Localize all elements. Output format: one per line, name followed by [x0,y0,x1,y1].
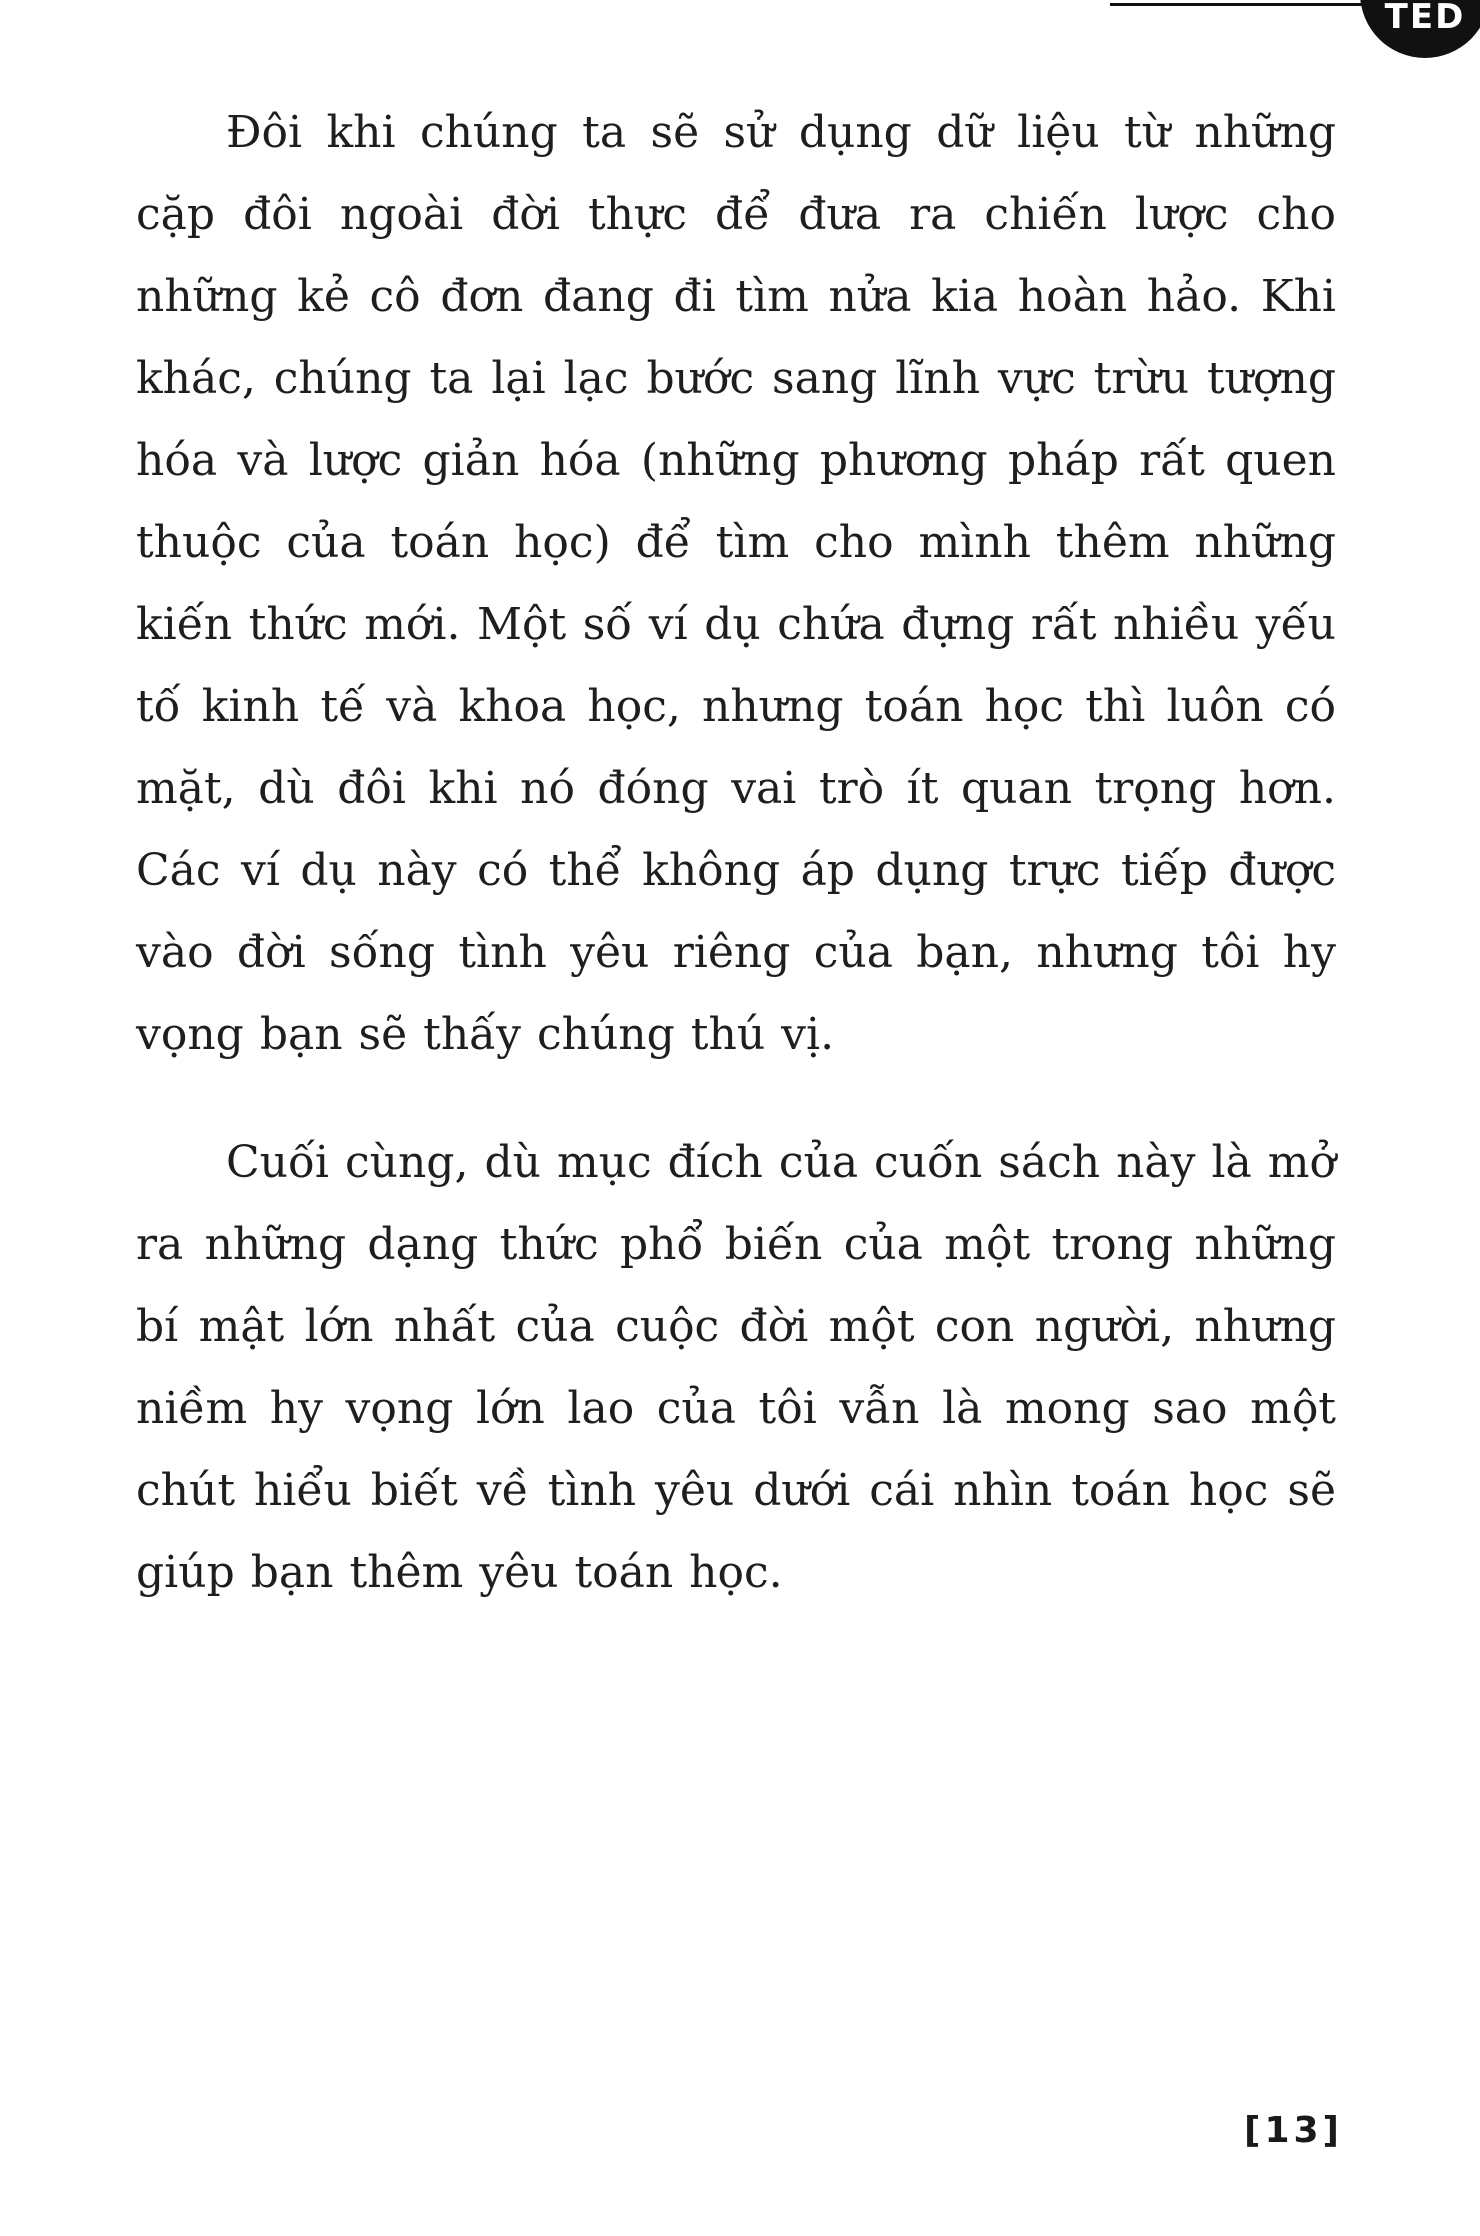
ted-logo-text: TED [1384,0,1466,37]
page-body [136,92,1336,1614]
paragraph-1: Đôi khi chúng ta sẽ sử dụng dữ liệu từ những cặp đôi ngoài đời thực để đưa ra chiến lược cho những kẻ cô đơn đang đi tìm nửa kia hoàn hảo. Khi khác, chúng ta lại lạc bước sang lĩnh vực trừu tượng hóa và lược giản hóa (những phương pháp rất quen thuộc của toán học) để tìm cho mình thêm những kiến thức mới. Một số ví dụ chứa đựng rất nhiều yếu tố kinh tế và khoa học, nhưng toán học thì luôn có mặt, dù đôi khi nó đóng vai trò ít quan trọng hơn. Các ví dụ này có thể không áp dụng trực tiếp được vào đời sống tình yêu riêng của bạn, nhưng tôi hy vọng bạn sẽ thấy chúng thú vị. [136,107,1336,1060]
ted-logo [1360,0,1480,58]
page-number: [13] [1244,2110,1344,2151]
paragraph-2: Cuối cùng, dù mục đích của cuốn sách này là mở ra những dạng thức phổ biến của một trong những bí mật lớn nhất của cuộc đời một con người, nhưng niềm hy vọng lớn lao của tôi vẫn là mong sao một chút hiểu biết về tình yêu dưới cái nhìn toán học sẽ giúp bạn thêm yêu toán học. [136,1137,1336,1598]
